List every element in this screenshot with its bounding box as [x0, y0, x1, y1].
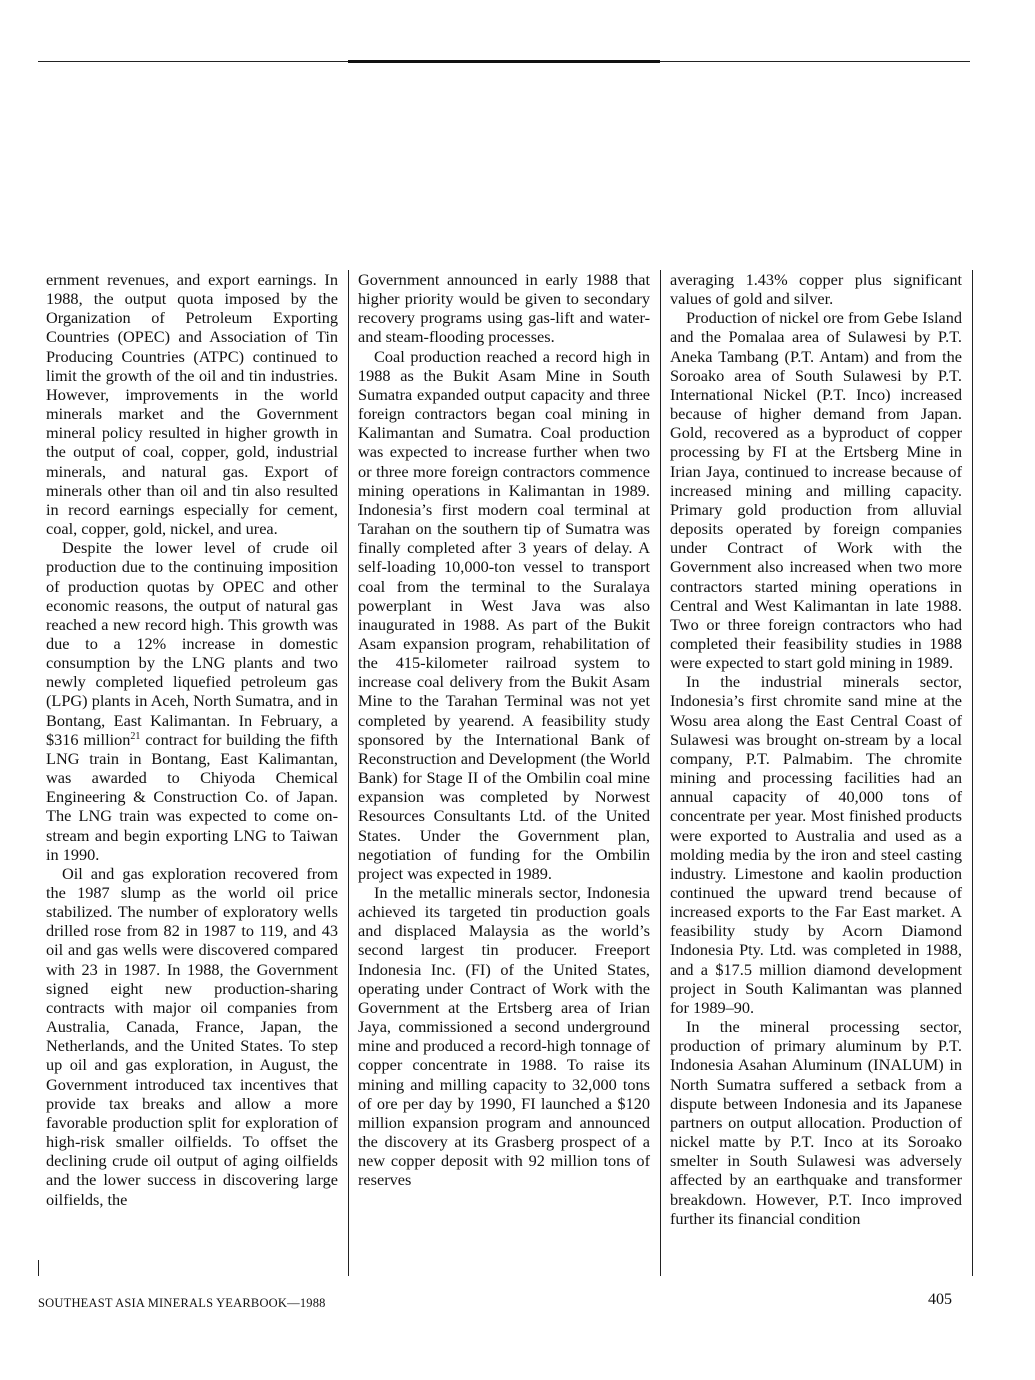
paragraph-text: contract for building the fifth LNG train in Bontang, East Kalimantan, was awarded to Chiyoda Chemical Engineering & Construction Co. of Japan. The LNG train was expected to come on-stream and begin exporting LNG to Taiwan in 1990.: [46, 729, 338, 864]
paragraph: Coal production reached a record high in 1988 as the Bukit Asam Mine in South Sumatra expanded output capacity and three foreign contractors began coal mining in Kalimantan and Sumatra. Coal production was expected to increase further when two or three more foreign contractors commence mining operations in Kalimantan in 1989. Indonesia’s first modern coal terminal at Tarahan on the southern tip of Sumatra was finally completed after 3 years of delay. A self-loading 10,000-ton vessel to transport coal from the terminal to the Suralaya powerplant in West Java was also inaugurated in 1988. As part of the Bukit Asam expansion program, rehabilitation of the 415-kilometer railroad system to increase coal delivery from the Bukit Asam Mine to the Tarahan Terminal was not yet completed by yearend. A feasibility study sponsored by the International Bank of Reconstruction and Development (the World Bank) for Stage II of the Ombilin coal mine expansion was completed by Norwest Resources Consultants Ltd. of the United States. Under the Government plan, negotiation of funding for the Ombilin project was expected in 1989.: [358, 346, 650, 883]
column-divider: [972, 270, 973, 1276]
paragraph: In the metallic minerals sector, Indonesia achieved its targeted tin production goals and displaced Malaysia as the world’s second largest tin producer. Freeport Indonesia Inc. (FI) of the United States, operating under Contract of Work with the Government at the Ertsberg area of Irian Jaya, commissioned a second underground mine and produced a record-high tonnage of copper concentrate in 1988. To raise its mining and milling capacity to 32,000 tons of ore per day by 1990, FI launched a $120 million expansion program and announced the discovery at its Grasberg prospect of a new copper deposit with 92 million tons of reserves: [358, 883, 650, 1190]
column-divider: [660, 270, 661, 1276]
paragraph: averaging 1.43% copper plus significant values of gold and silver.: [670, 270, 962, 309]
footnote-marker: 21: [130, 730, 141, 742]
paragraph: [46, 538, 338, 864]
text-column-2: [358, 270, 650, 1190]
paragraph: ernment revenues, and export earnings. In 1988, the output quota imposed by the Organization of Petroleum Exporting Countries (OPEC) and Association of Tin Producing Countries (ATPC) continued to limit the growth of the oil and tin industries. However, improvements in the world minerals market and the Government mineral policy resulted in higher growth in the output of coal, copper, gold, industrial minerals, and natural gas. Export of minerals other than oil and tin also resulted in record earnings especially for cement, coal, copper, gold, nickel, and urea.: [46, 270, 338, 539]
text-column-3: [670, 270, 962, 1228]
text-column-1: [46, 270, 338, 1209]
column-divider: [38, 1260, 39, 1276]
paragraph: Production of nickel ore from Gebe Island and the Pomalaa area of Sulawesi by P.T. Aneka Tambang (P.T. Antam) and from the Soroako area of South Sulawesi by P.T. International Nickel (P.T. Inco) increased because of higher demand from Japan. Gold, recovered as a byproduct of copper processing by FI at the Ertsberg Mine in Irian Jaya, continued to increase because of increased mining and milling capacity. Primary gold production from alluvial deposits operated by foreign companies under Contract of Work with the Government also increased when two more contractors started mining operations in Central and West Kalimantan in late 1988. Two or three foreign contractors who had completed their feasibility studies in 1988 were expected to start gold mining in 1989.: [670, 308, 962, 673]
running-footer: SOUTHEAST ASIA MINERALS YEARBOOK—1988: [38, 1296, 326, 1310]
paragraph: Oil and gas exploration recovered from the 1987 slump as the world oil price stabilized. The number of exploratory wells drilled rose from 82 in 1987 to 119, and 43 oil and gas wells were discovered compared with 23 in 1987. In 1988, the Government signed eight new production-sharing contracts with major oil companies from Australia, Canada, France, Japan, the Netherlands, and the United States. To step up oil and gas exploration, in August, the Government introduced tax incentives that provide tax breaks and allow a more favorable production split for exploration of high-risk smaller oilfields. To offset the declining crude oil output of aging oilfields and the lower success in discovering large oilfields, the: [46, 863, 338, 1209]
paragraph-text: Despite the lower level of crude oil production due to the continuing imposition of production quotas by OPEC and other economic reasons, the output of natural gas reached a new record high. This growth was due to a 12% increase in domestic consumption by the LNG plants and two newly completed liquefied petroleum gas (LPG) plants in Aceh, North Sumatra, and in Bontang, East Kalimantan. In February, a $316 million: [46, 538, 338, 749]
paragraph: In the industrial minerals sector, Indonesia’s first chromite sand mine at the Wosu area along the East Central Coast of Sulawesi was brought on-stream by a local company, P.T. Palmabim. The chromite mining and processing facilities had an annual capacity of 40,000 tons of concentrate per year. Most finished products were exported to Australia and used as a molding media by the iron and steel casting industry. Limestone and kaolin production continued the upward trend because of increased exports to the Far East market. A feasibility study by Acorn Diamond Indonesia Pty. Ltd. was completed in 1988, and a $17.5 million diamond development project in South Kalimantan was planned for 1989–90.: [670, 672, 962, 1017]
paragraph: In the mineral processing sector, production of primary aluminum by P.T. Indonesia Asahan Aluminum (INALUM) in North Sumatra suffered a setback from a dispute between Indonesia and its Japanese partners on output allocation. Production of nickel matte by P.T. Inco at its Soroako smelter in South Sulawesi was adversely affected by an earthquake and transformer breakdown. However, P.T. Inco improved further its financial condition: [670, 1017, 962, 1228]
column-divider: [348, 270, 349, 1276]
page-number: 405: [928, 1291, 952, 1308]
paragraph: Government announced in early 1988 that higher priority would be given to secondary recovery programs using gas-lift and water- and steam-flooding processes.: [358, 270, 650, 347]
header-rule-accent: [348, 60, 660, 63]
